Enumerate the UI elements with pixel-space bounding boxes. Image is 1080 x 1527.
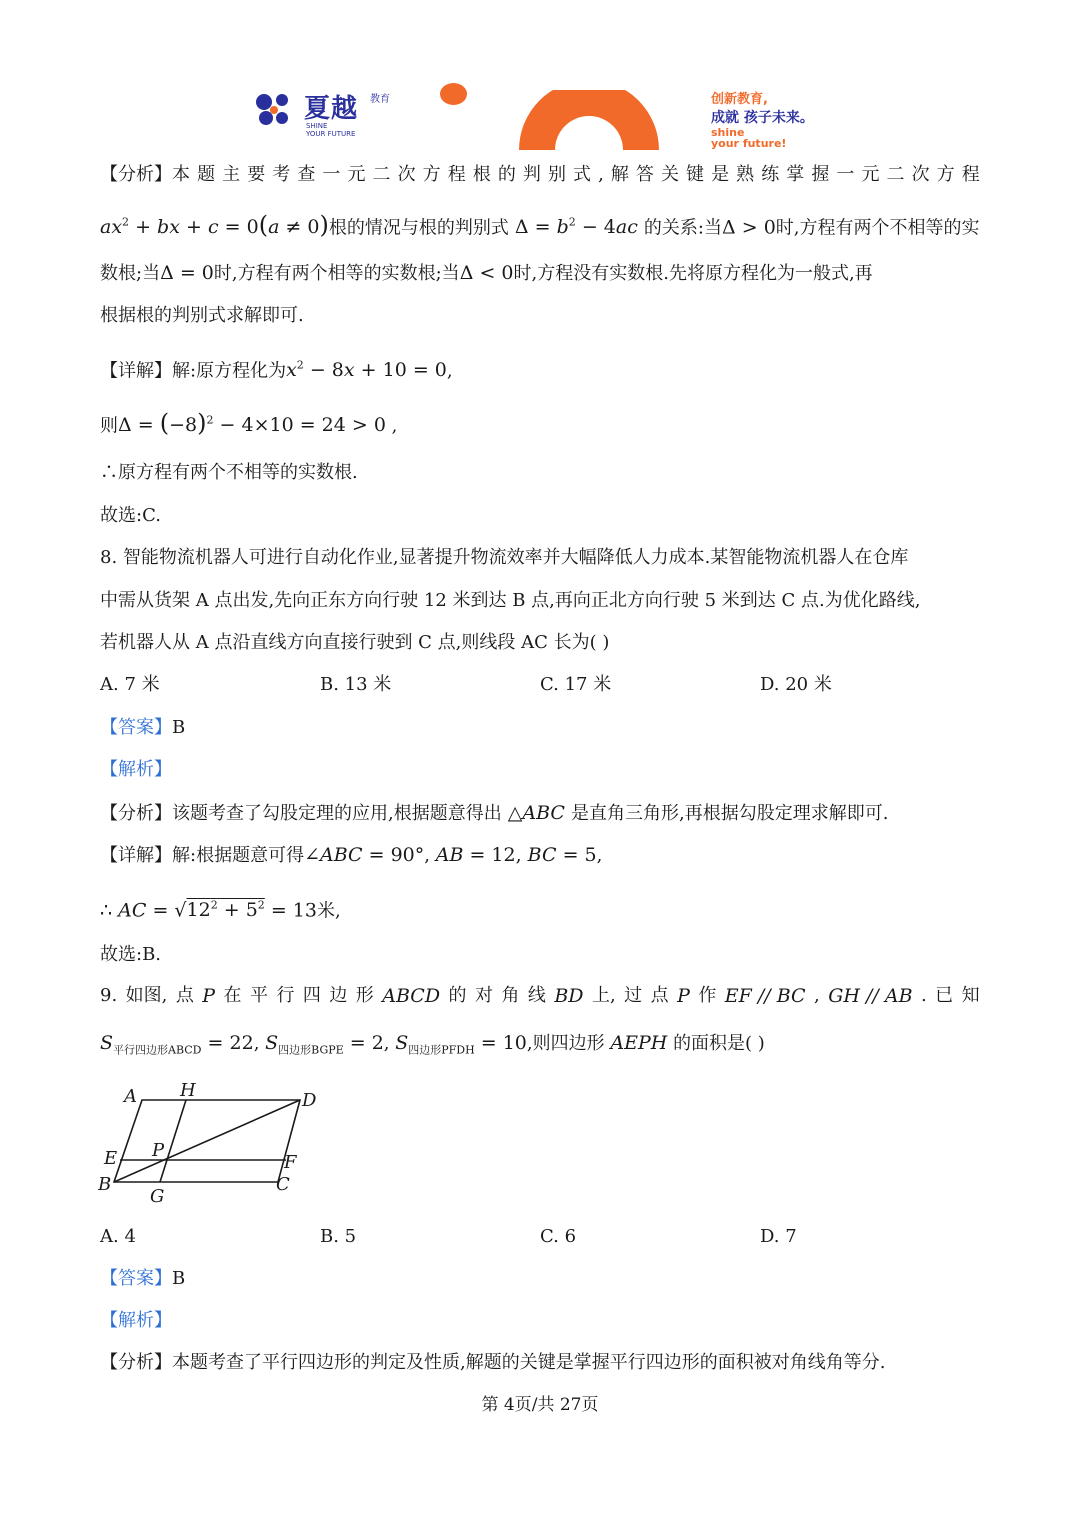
slogan-line-3: shine	[711, 126, 745, 139]
stem-token: .	[920, 985, 927, 1006]
q8-detail-unit: 米,	[316, 900, 341, 922]
q8-jiexi-tag: 【解析】	[100, 759, 172, 780]
char: 键	[686, 164, 705, 185]
q8-detail-text-1: 解:根据题意可得	[172, 845, 305, 866]
stem-token: GH // AB	[828, 985, 913, 1007]
char: 答	[635, 164, 654, 185]
stem-token: 点	[650, 985, 669, 1006]
char: 题	[197, 164, 216, 185]
q8-choice: 故选:B.	[100, 944, 162, 965]
stem-token: 点	[175, 985, 194, 1006]
detail-tag: 【详解】	[100, 360, 172, 382]
q7-analysis-line-3: 数根;当Δ = 0时,方程有两个相等的实数根;当Δ < 0时,方程没有实数根.先将原方程化为一般式,再	[100, 262, 873, 284]
stem-token: 边	[329, 985, 348, 1006]
q7-detail-text-2: 则	[100, 415, 118, 437]
analysis-tag: 【分析】	[100, 1352, 172, 1373]
brand-name: 夏越	[304, 94, 359, 124]
stem-token: 形	[355, 985, 374, 1006]
label-p: P	[152, 1140, 165, 1161]
answer-value: B	[172, 1268, 186, 1289]
butterfly-logo-icon	[252, 92, 296, 128]
label-e: E	[104, 1148, 118, 1169]
stem-token: 角	[501, 985, 520, 1006]
char: 要	[247, 164, 266, 185]
stem-token: P	[677, 985, 690, 1007]
stem-token: ABCD	[382, 985, 441, 1007]
char: 本	[172, 164, 190, 185]
q7-choice: 故选:C.	[100, 505, 161, 526]
char: 是	[711, 164, 730, 185]
q9-jiexi-tag: 【解析】	[100, 1310, 172, 1331]
q9-quad-name: AEPH	[610, 1032, 668, 1054]
parallelogram-figure	[98, 1080, 328, 1210]
char: 元	[861, 164, 880, 185]
q8-stem-line-2: 中需从货架 A 点出发,先向正东方向行驶 12 米到达 B 点,再向正北方向行驶 5 米到达 C 点.为优化路线,	[100, 590, 921, 611]
slogan-line-1: 创新教育,	[711, 92, 768, 107]
brand-suffix: 教育	[370, 94, 390, 105]
q7-detail-line-2: 则$\Delta = (-8)^2 - 4\times 10 = 24 > 0$ ,	[100, 409, 398, 438]
q9-option-a: A. 4	[100, 1226, 136, 1247]
char: 握	[811, 164, 830, 185]
stem-token: 知	[961, 985, 980, 1006]
q7-analysis-text-1	[172, 162, 980, 188]
orange-dot-icon	[440, 83, 467, 105]
q9-option-b: B. 5	[320, 1226, 357, 1247]
q9-analysis-text: 本题考查了平行四边形的判定及性质,解题的关键是掌握平行四边形的面积被对角线角等分.	[172, 1352, 886, 1373]
sub-abcd: 平行四边形ABCD	[113, 1043, 202, 1057]
label-d: D	[302, 1090, 317, 1111]
q7-analysis-text-2a: 根的情况与根的判别式	[328, 217, 509, 239]
slogan-line-4: your future!	[711, 137, 787, 150]
stem-token: 线	[527, 985, 546, 1006]
label-c: C	[276, 1174, 290, 1195]
q8-option-c: C. 17 米	[540, 674, 612, 695]
q9-stem-line-2: $S_{平行四边形ABCD} = 22$, $S_{四边形BGPE} = 2$, $S_{四边形PFDH} = 10$,则四边形 AEPH 的面积是( )	[100, 1032, 765, 1057]
q8-option-b: B. 13 米	[320, 674, 392, 695]
stem-token: ,	[814, 985, 820, 1006]
stem-token: 作	[698, 985, 717, 1006]
char: 二	[372, 164, 391, 185]
slogan	[711, 88, 814, 149]
detail-tag: 【详解】	[100, 845, 172, 866]
q7-analysis-line-4: 根据根的判别式求解即可.	[100, 305, 304, 326]
char: 考	[272, 164, 291, 185]
q9-stem-tail: ,则四边形	[526, 1033, 605, 1054]
char: 方	[422, 164, 441, 185]
q7-detail-text-1: 解:原方程化为	[172, 360, 287, 382]
char: 熟	[736, 164, 755, 185]
stem-token: BD	[554, 985, 584, 1007]
q8-stem-line-1: 8. 智能物流机器人可进行自动化作业,显著提升物流效率并大幅降低人力成本.某智能物流机器人在仓库	[100, 547, 909, 568]
char: 程	[447, 164, 466, 185]
q7-analysis-text-2b: 的关系:当	[643, 217, 722, 239]
val-bgpe: 2	[371, 1032, 384, 1054]
analysis-tag: 【分析】	[100, 803, 172, 824]
val-abcd: 22	[229, 1032, 254, 1054]
sub-pfdh: 四边形PFDH	[408, 1043, 475, 1057]
diagonal-bd	[114, 1100, 300, 1182]
char: 一	[322, 164, 341, 185]
stem-token: 平	[249, 985, 268, 1006]
q7-analysis-text-3b: 时,方程有两个相等的实数根;当	[213, 263, 460, 284]
stem-token: 的	[448, 985, 467, 1006]
stem-token: 在	[223, 985, 242, 1006]
q8-option-a: A. 7 米	[100, 674, 160, 695]
q8-answer	[100, 715, 185, 741]
orange-arch-icon	[519, 90, 659, 150]
char: 练	[761, 164, 780, 185]
q7-detail-line-3: ∴原方程有两个不相等的实数根.	[100, 462, 358, 483]
q8-detail-line-2: ∴ AC = $√12^2 + 5^2 = 13$米,	[100, 899, 341, 922]
char: ,	[598, 164, 604, 185]
char: 关	[660, 164, 679, 185]
q7-analysis-text-3a: 数根;当	[100, 263, 161, 284]
q7-detail-line-1: 【详解】解:原方程化为$x^2 - 8x + 10 = 0$,	[100, 359, 453, 382]
char: 根	[472, 164, 491, 185]
q8-option-d: D. 20 米	[760, 674, 832, 695]
char: 查	[297, 164, 316, 185]
char: 元	[347, 164, 366, 185]
char: 别	[547, 164, 566, 185]
char: 主	[222, 164, 241, 185]
q9-stem-line-1	[100, 983, 980, 1009]
q8-analysis-post: 是直角三角形,再根据勾股定理求解即可.	[571, 803, 889, 824]
q8-analysis: 【分析】该题考查了勾股定理的应用,根据题意得出 △ABC 是直角三角形,再根据勾股定理求解即可.	[100, 802, 889, 824]
char: 判	[522, 164, 541, 185]
char: 次	[397, 164, 416, 185]
char: 方	[936, 164, 955, 185]
q9-analysis	[100, 1350, 885, 1376]
q7-analysis-text-3c: 时,方程没有实数根.先将原方程化为一般式,再	[513, 263, 873, 284]
stem-token: 对	[474, 985, 493, 1006]
stem-token: 四	[302, 985, 321, 1006]
q9-option-c: C. 6	[540, 1226, 577, 1247]
answer-tag: 【答案】	[100, 717, 172, 738]
stem-token: 如图,	[125, 985, 168, 1006]
sub-bgpe: 四边形BGPE	[278, 1043, 344, 1057]
stem-token: 已	[935, 985, 954, 1006]
stem-token: EF // BC	[724, 985, 806, 1007]
char: 次	[911, 164, 930, 185]
brand-logo	[252, 88, 412, 138]
q8-analysis-text: 该题考查了勾股定理的应用,根据题意得出	[172, 803, 502, 824]
triangle-name: ABC	[522, 802, 565, 824]
q8-stem-line-3: 若机器人从 A 点沿直线方向直接行驶到 C 点,则线段 AC 长为( )	[100, 632, 610, 653]
brand-tagline-2: YOUR FUTURE	[306, 130, 356, 138]
q7-analysis-text-2c: 时,方程有两个不相等的实	[775, 217, 980, 239]
val-pfdh: 10	[502, 1032, 527, 1054]
stem-token: 9.	[100, 985, 118, 1006]
stem-token: 过	[624, 985, 643, 1006]
char: 的	[497, 164, 516, 185]
slogan-line-2: 成就 孩子未来。	[711, 110, 814, 126]
q8-detail-line-1: 【详解】解:根据题意可得∠ABC = 90°, AB = 12, BC = 5,	[100, 844, 603, 866]
char: 掌	[786, 164, 805, 185]
answer-tag: 【答案】	[100, 1268, 172, 1289]
stem-token: P	[202, 985, 216, 1007]
label-a: A	[124, 1086, 137, 1107]
label-f: F	[284, 1152, 297, 1173]
page-footer: 第 4页/共 27页	[481, 1395, 599, 1415]
brand-tagline	[306, 122, 386, 138]
q7-analysis-line-2: $ax^2$ + bx + c = 0(a ≠ 0)根的情况与根的判别式 $\Delta = b^2 - 4ac$ 的关系:当Δ > 0时,方程有两个不相等的实	[100, 211, 980, 240]
label-b: B	[98, 1174, 112, 1195]
q7-analysis-line-1	[100, 162, 980, 188]
q9-stem-end: 的面积是( )	[673, 1033, 765, 1054]
char: 二	[886, 164, 905, 185]
char: 程	[961, 164, 980, 185]
answer-value: B	[172, 717, 186, 738]
stem-token: 上,	[591, 985, 616, 1006]
label-h: H	[180, 1080, 196, 1101]
brand-tagline-1: SHINE	[306, 122, 328, 130]
analysis-tag: 【分析】	[100, 164, 172, 185]
char: 一	[836, 164, 855, 185]
stem-token: 行	[276, 985, 295, 1006]
q9-answer	[100, 1266, 185, 1292]
q9-option-d: D. 7	[760, 1226, 797, 1247]
char: 式	[573, 164, 591, 185]
label-g: G	[150, 1186, 165, 1207]
char: 解	[610, 164, 629, 185]
